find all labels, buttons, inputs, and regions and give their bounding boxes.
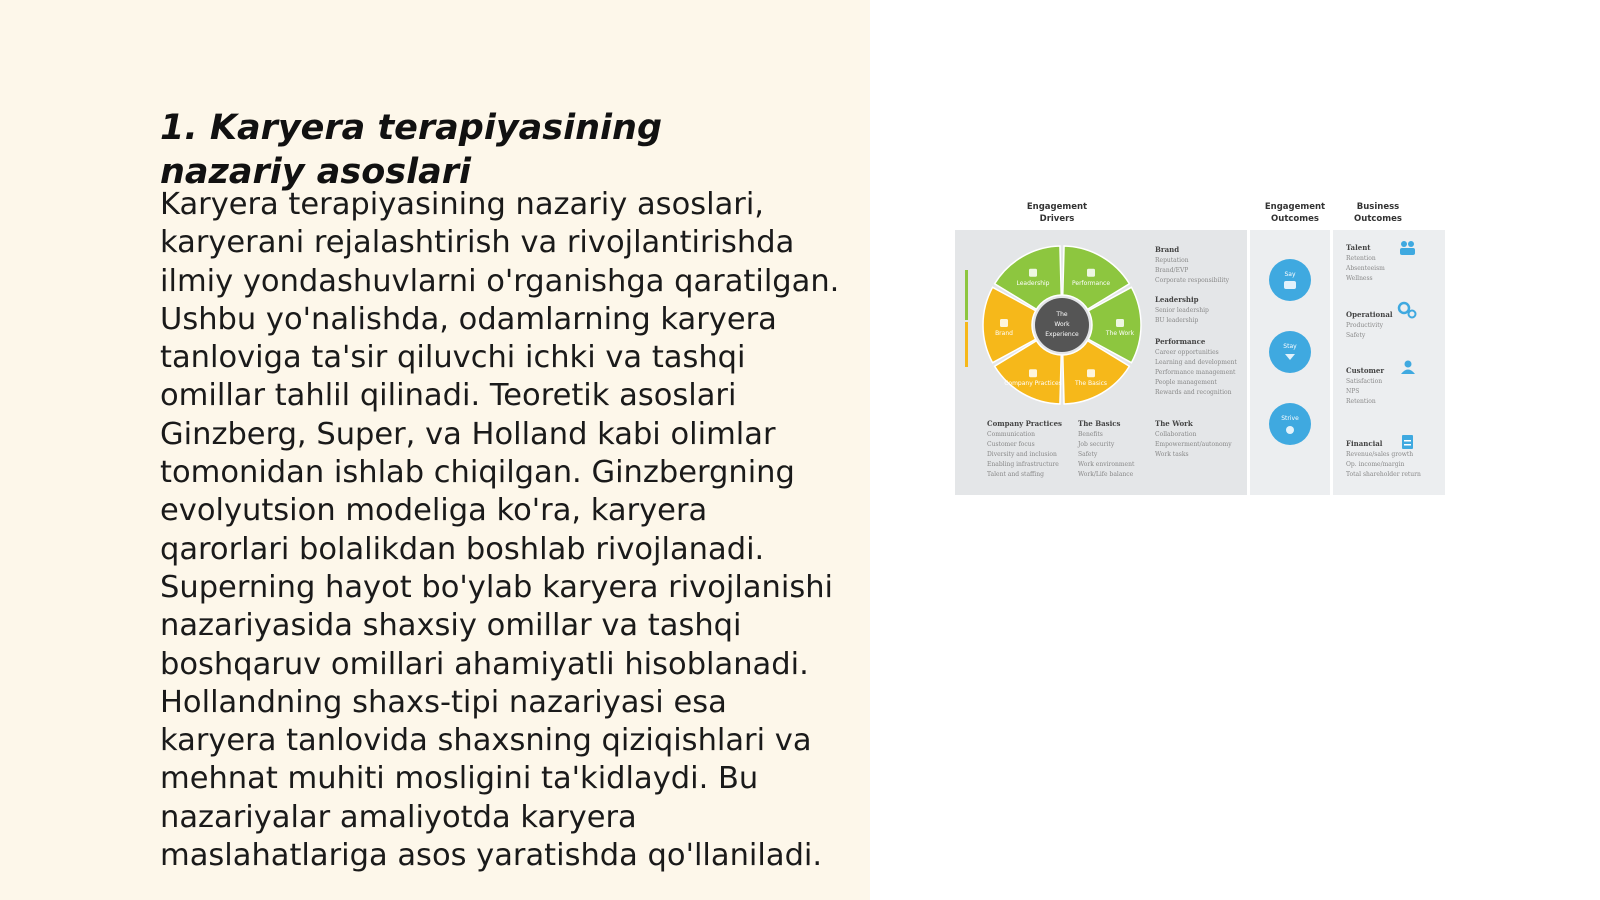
slide-body-text: Karyera terapiyasining nazariy asoslari, karyerani rejalashtirish va rivojlantirishda ilmiy yondashuvlarni o'rganishga qaratilgan. Ushbu yo'nalishda, odamlarning karyera tanloviga ta'sir qiluvchi ichki va tashqi omillar tahlil qilinadi. Teoretik asoslari Ginzberg, Super, va Holland kabi olimlar tomonidan ishlab chiqilgan. Ginzbergning evolyutsion modeliga ko'ra, karyera qarorlari bolalikdan boshlab rivojlanadi. Superning hayot bo'ylab karyera rivojlanishi nazariyasida shaxsiy omillar va tashqi boshqaruv omillari ahamiyatli hisoblanadi. Hollandning shaxs-tipi nazariyasi esa karyera tanlovida shaxsning qiziqishlari va mehnat muhiti mosligini ta'kidlaydi. Bu nazariyalar amaliyotda karyera maslahatlariga asos yaratishda qo'llaniladi. [160, 187, 840, 874]
business-group-title: Operational [1346, 310, 1393, 319]
driver-item: Communication [987, 431, 1035, 438]
business-item: Total shareholder return [1346, 471, 1421, 478]
driver-item: Work tasks [1155, 451, 1189, 458]
outcome-label: Say [1284, 271, 1296, 278]
driver-group-title: The Work [1155, 419, 1193, 428]
driver-item: Job security [1078, 441, 1115, 448]
driver-item: BU leadership [1155, 317, 1199, 324]
driver-item: Customer focus [987, 441, 1035, 448]
slide-title: 1. Karyera terapiyasining nazariy asoslari [160, 108, 662, 192]
document-icon [1402, 435, 1413, 449]
business-group-title: Customer [1346, 366, 1385, 375]
business-item: Safety [1346, 332, 1366, 339]
wheel-segment-label: Brand [995, 330, 1013, 337]
business-item: NPS [1346, 388, 1360, 395]
driver-item: Work environment [1078, 461, 1135, 468]
business-group-title: Talent [1346, 243, 1371, 252]
driver-group-title: Company Practices [987, 419, 1062, 428]
wheel-center-line1: The [1056, 311, 1068, 318]
outcome-label: Stay [1283, 343, 1297, 350]
wheel-segment-label: The Work [1105, 330, 1135, 337]
wheel-segment-icon [1029, 269, 1037, 277]
wheel-segment-label: The Basics [1074, 380, 1108, 388]
header-business-line1: Business [1356, 202, 1400, 212]
engagement-model-figure [955, 200, 1445, 500]
driver-item: Talent and staffing [987, 471, 1044, 478]
driver-item: Brand/EVP [1155, 267, 1189, 274]
driver-item: Senior leadership [1155, 307, 1209, 314]
outcome-circle [1269, 259, 1311, 301]
wheel-segment-icon [1087, 269, 1095, 277]
header-outcomes-line2: Outcomes [1271, 214, 1319, 224]
outcome-stay [1269, 331, 1311, 373]
wheel-segment-label: Performance [1071, 279, 1111, 287]
header-drivers-line2: Drivers [1039, 214, 1075, 224]
accent-bar-yellow [965, 322, 968, 367]
driver-item: Enabling infrastructure [987, 461, 1059, 468]
outcome-label: Strive [1281, 415, 1299, 422]
business-item: Absenteeism [1346, 265, 1385, 272]
business-item: Revenue/sales growth [1346, 451, 1414, 458]
accent-bar-green [965, 270, 968, 320]
driver-item: Collaboration [1155, 431, 1197, 438]
header-drivers-line1: Engagement [1026, 202, 1088, 212]
header-outcomes-line1: Engagement [1264, 202, 1326, 212]
driver-item: Benefits [1078, 431, 1103, 438]
driver-item: Rewards and recognition [1155, 389, 1232, 396]
wheel-segment-icon [1000, 319, 1008, 327]
runner-icon [1286, 426, 1294, 434]
driver-item: Diversity and inclusion [987, 451, 1057, 458]
speech-icon [1284, 281, 1296, 289]
driver-group-title: Leadership [1155, 295, 1199, 304]
driver-item: Empowerment/autonomy [1155, 441, 1232, 448]
business-item: Productivity [1346, 322, 1384, 329]
wheel-center-line2: Work [1054, 321, 1070, 328]
wheel-segment-icon [1029, 369, 1037, 377]
engagement-model-diagram [955, 200, 1445, 500]
business-item: Satisfaction [1346, 378, 1383, 385]
wheel-segment-label: Leadership [1016, 279, 1050, 287]
driver-item: People management [1155, 379, 1217, 386]
business-item: Retention [1346, 255, 1376, 262]
header-business-line2: Outcomes [1354, 214, 1402, 224]
driver-group-title: The Basics [1078, 419, 1121, 428]
outcome-say [1269, 259, 1311, 301]
driver-item: Performance management [1155, 369, 1236, 376]
wheel-center-line3: Experience [1045, 331, 1079, 338]
wheel-segment-icon [1116, 319, 1124, 327]
outcome-circle [1269, 331, 1311, 373]
driver-group-title: Performance [1155, 337, 1206, 346]
wheel-segment-icon [1087, 369, 1095, 377]
outcome-circle [1269, 403, 1311, 445]
business-item: Op. income/margin [1346, 461, 1405, 468]
driver-item: Work/Life balance [1078, 471, 1134, 478]
driver-item: Safety [1078, 451, 1098, 458]
driver-item: Corporate responsibility [1155, 277, 1230, 284]
driver-item: Career opportunities [1155, 349, 1219, 356]
driver-item: Reputation [1155, 257, 1189, 264]
driver-group-title: Brand [1155, 245, 1180, 254]
business-group-title: Financial [1346, 439, 1383, 448]
driver-item: Learning and development [1155, 359, 1237, 366]
outcome-strive [1269, 403, 1311, 445]
wheel-segment-label: Company Practices [1004, 380, 1062, 388]
business-item: Wellness [1346, 275, 1373, 282]
business-item: Retention [1346, 398, 1376, 405]
